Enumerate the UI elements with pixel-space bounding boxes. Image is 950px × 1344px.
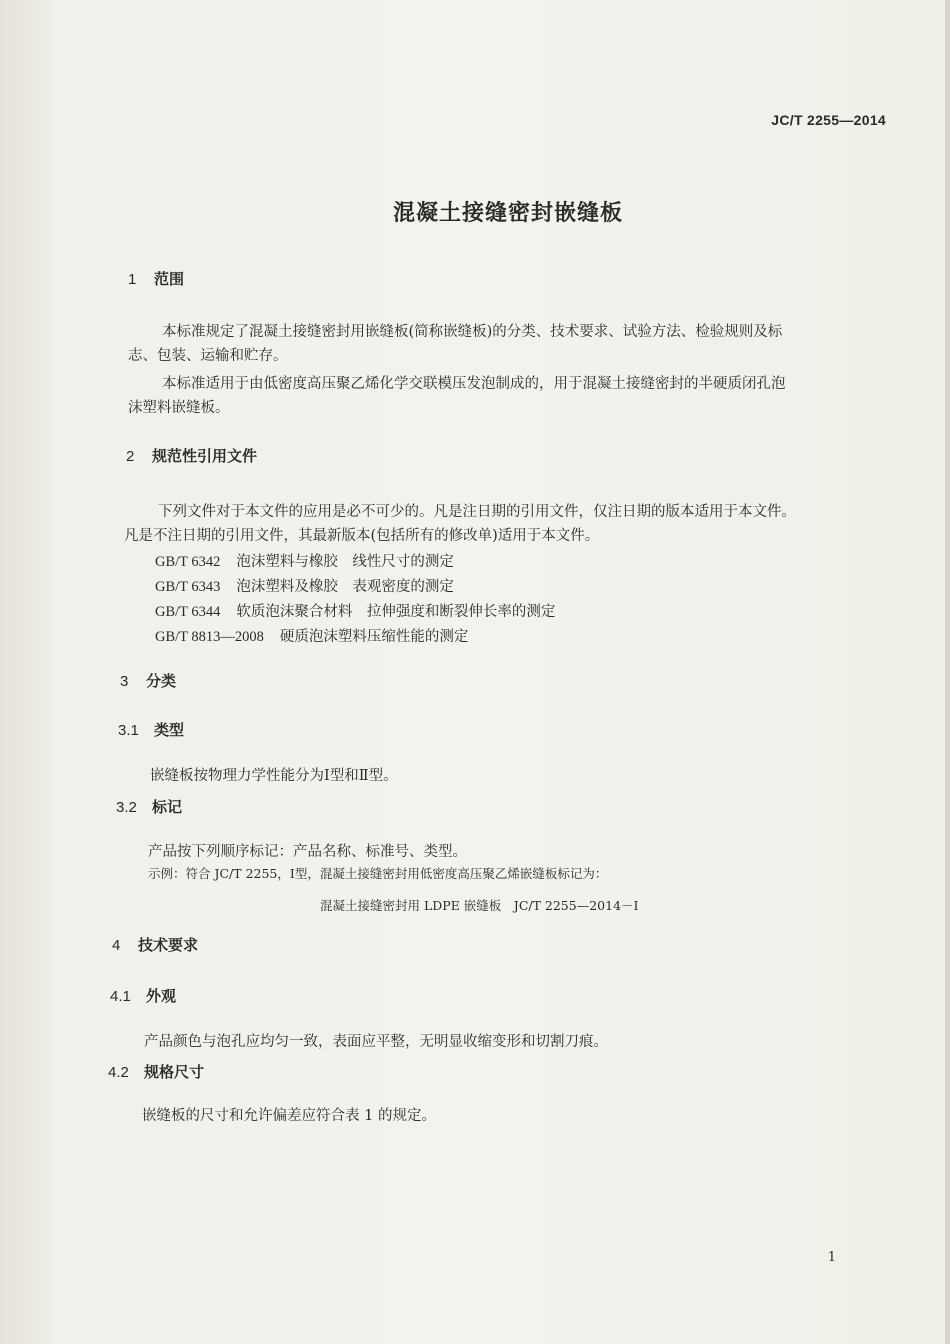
section-title: 分类	[146, 672, 177, 690]
page-number: 1	[827, 1250, 836, 1265]
reference-code: GB/T 8813—2008	[155, 629, 264, 645]
section-1-para2-line1: 本标准适用于由低密度高压聚乙烯化学交联模压发泡制成的，用于混凝土接缝密封的半硬质闭孔泡	[162, 376, 786, 392]
section-4-2-text: 嵌缝板的尺寸和允许偏差应符合表 1 的规定。	[142, 1108, 436, 1124]
example-line-2: 混凝土接缝密封用 LDPE 嵌缝板 JC/T 2255—2014－Ⅰ	[320, 898, 639, 913]
example-line-1: 示例：符合 JC/T 2255，Ⅰ型，混凝土接缝密封用低密度高压聚乙烯嵌缝板标记为：	[148, 866, 608, 881]
section-number: 1	[128, 271, 137, 288]
reference-code: GB/T 6342	[155, 554, 221, 570]
section-4-1-heading	[110, 985, 176, 1006]
standard-code: JC/T 2255—2014	[771, 112, 886, 128]
section-1-para1-line2: 志、包装、运输和贮存。	[128, 348, 288, 364]
section-2-intro-line1: 下列文件对于本文件的应用是必不可少的。凡是注日期的引用文件，仅注日期的版本适用于本文件。	[158, 504, 796, 520]
section-1-para1-line1: 本标准规定了混凝土接缝密封用嵌缝板(简称嵌缝板)的分类、技术要求、试验方法、检验规则及标	[162, 324, 783, 340]
section-title: 类型	[154, 721, 185, 739]
section-2-heading	[126, 445, 257, 466]
reference-title: 软质泡沫聚合材料 拉伸强度和断裂伸长率的测定	[236, 604, 556, 620]
section-1-para2-line2: 沫塑料嵌缝板。	[128, 400, 230, 416]
reference-title: 硬质泡沫塑料压缩性能的测定	[279, 629, 469, 645]
section-number: 4.1	[110, 988, 131, 1005]
section-number: 3.2	[116, 799, 137, 816]
section-number: 4.2	[108, 1064, 129, 1081]
section-title: 规范性引用文件	[152, 447, 258, 465]
section-title: 外观	[146, 987, 177, 1005]
section-title: 标记	[152, 798, 183, 816]
section-4-2-heading	[108, 1061, 204, 1082]
section-3-1-text: 嵌缝板按物理力学性能分为Ⅰ型和Ⅱ型。	[150, 768, 398, 784]
reference-title: 泡沫塑料与橡胶 线性尺寸的测定	[236, 554, 454, 570]
section-title: 技术要求	[138, 936, 199, 954]
section-1-heading	[128, 268, 184, 289]
section-number: 4	[112, 937, 121, 954]
section-3-heading	[120, 670, 176, 691]
section-title: 规格尺寸	[144, 1063, 205, 1081]
section-title: 范围	[154, 270, 185, 288]
section-3-1-heading	[118, 719, 184, 740]
section-3-2-heading	[116, 796, 182, 817]
section-number: 3	[120, 673, 129, 690]
document-title: 混凝土接缝密封嵌缝板	[392, 201, 623, 226]
reference-item	[155, 625, 468, 646]
reference-item	[155, 575, 454, 596]
section-4-heading	[112, 934, 198, 955]
reference-code: GB/T 6343	[155, 579, 221, 595]
section-number: 2	[126, 448, 135, 465]
section-3-2-text: 产品按下列顺序标记：产品名称、标准号、类型。	[148, 844, 467, 860]
section-2-intro-line2: 凡是不注日期的引用文件，其最新版本(包括所有的修改单)适用于本文件。	[124, 528, 600, 544]
reference-code: GB/T 6344	[155, 604, 221, 620]
section-number: 3.1	[118, 722, 139, 739]
reference-item	[155, 550, 454, 571]
reference-title: 泡沫塑料及橡胶 表观密度的测定	[236, 579, 454, 595]
section-4-1-text: 产品颜色与泡孔应均匀一致，表面应平整，无明显收缩变形和切割刀痕。	[144, 1034, 608, 1050]
reference-item	[155, 600, 555, 621]
